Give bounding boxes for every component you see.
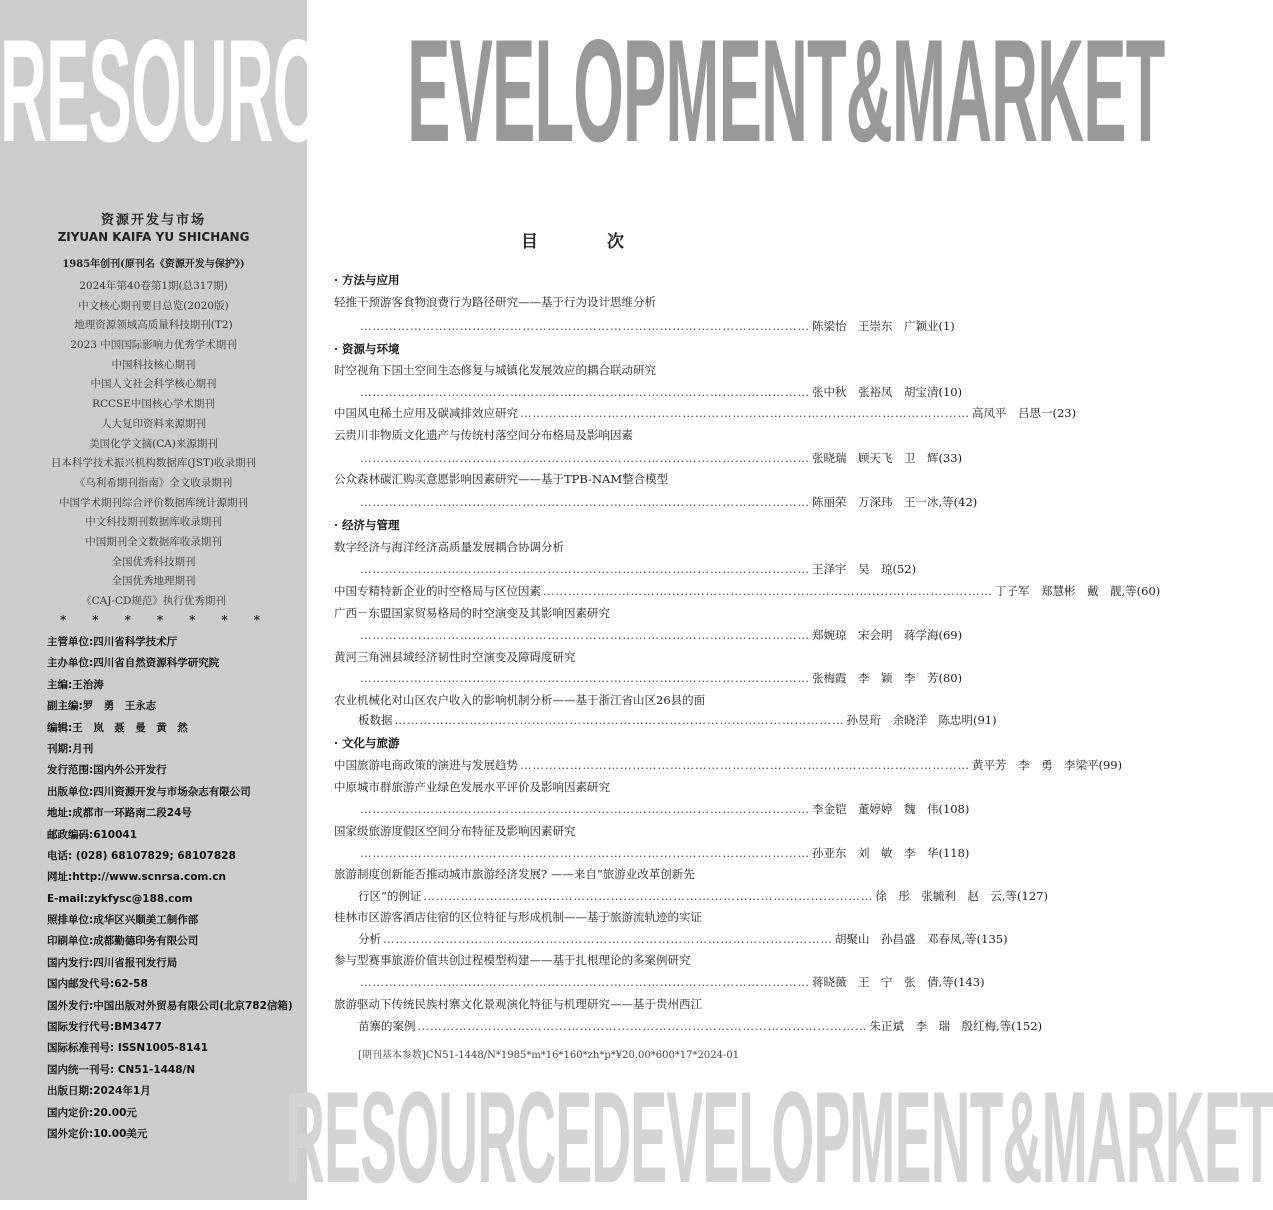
toc-entry-title: 中国专精特新企业的时空格局与区位因素 (334, 584, 541, 598)
indexing-item: 《乌利希期刊指南》全文收录期刊 (74, 476, 233, 489)
leader-dots: ……………………………………………………………………………………………… (394, 713, 845, 727)
info-line: 出版日期:2024年1月 (47, 1085, 151, 1098)
toc-entry-authors: 陈梁怡 王崇东 广颖业(1) (812, 319, 955, 333)
indexing-item: 中国科技核心期刊 (111, 358, 196, 371)
toc-entry-authors: 蒋晓薇 王 宁 张 倩,等(143) (812, 975, 985, 989)
indexing-item: 地理资源领域高质量科技期刊(T2) (74, 319, 233, 332)
indexing-item: 全国优秀科技期刊 (111, 555, 196, 568)
journal-cn-title: 资源开发与市场 (100, 213, 206, 228)
info-line: 网址:http://www.scnrsa.com.cn (47, 871, 227, 884)
toc-entry-title[interactable]: 桂林市区游客酒店住宿的区位特征与形成机制——基于旅游流轨迹的实证 (334, 910, 702, 924)
toc-entry-continuation (358, 888, 1048, 904)
info-line: 国内发行:四川省报刊发行局 (47, 956, 178, 969)
leader-dots: ……………………………………………………………………………………………… (423, 889, 874, 903)
star: * (221, 613, 228, 627)
toc-entry-title-cont: 苗寨的案例 (358, 1019, 416, 1033)
leader-dots: ……………………………………………………………………………………………… (383, 932, 833, 946)
info-line: 地址:成都市一环路南二段24号 (47, 807, 192, 820)
section-heading: · 方法与应用 (334, 273, 400, 287)
toc-entry-authors: 张中秋 张裕凤 胡宝清(10) (812, 385, 963, 399)
info-line: 副主编:罗 勇 王永志 (47, 700, 157, 713)
leader-dots: ……………………………………………………………………………………………… (520, 758, 970, 772)
leader-dots: ……………………………………………………………………………………………… (360, 319, 810, 333)
star: * (189, 613, 196, 627)
toc-entry-title[interactable]: 时空视角下国土空间生态修复与城镇化发展效应的耦合联动研究 (334, 363, 656, 377)
indexing-item: 2023 中国国际影响力优秀学术期刊 (70, 339, 237, 352)
leader-dots: ……………………………………………………………………………………………… (360, 451, 810, 465)
section-heading: · 资源与环境 (334, 342, 400, 356)
toc-entry-authors: 孙亚东 刘 敏 李 华(118) (812, 846, 970, 860)
toc-entry-authors: 丁子军 郑慧彬 戴 靓,等(60) (995, 584, 1161, 598)
toc-entry-continuation (358, 712, 997, 728)
toc-entry-authors-line (358, 450, 963, 466)
toc-entry-authors: 张晓瑞 顾天飞 卫 辉(33) (812, 451, 963, 465)
info-line: 主编:王治涛 (47, 678, 104, 691)
toc-entry-title: 中国风电稀土应用及碳减排效应研究 (334, 406, 518, 420)
star: * (60, 613, 67, 627)
info-line: 国内定价:20.00元 (47, 1106, 137, 1119)
leader-dots: ……………………………………………………………………………………………… (417, 1019, 868, 1033)
info-line: 电话: (028) 68107829; 68107828 (47, 849, 236, 862)
toc-entry-authors: 朱正斌 李 瑞 殷红梅,等(152) (869, 1019, 1043, 1033)
toc-entry-line[interactable] (334, 757, 1123, 773)
toc-entry-title[interactable]: 数字经济与海洋经济高质量发展耦合协调分析 (334, 540, 564, 554)
toc-entry-title-cont: 板数据 (358, 713, 393, 727)
info-line: 印刷单位:成都勤德印务有限公司 (47, 935, 199, 948)
toc-entry-title[interactable]: 旅游制度创新能否推动城市旅游经济发展? ——来自“旅游业改革创新先 (334, 867, 695, 881)
toc-entry-title-cont: 分析 (358, 932, 381, 946)
toc-entry-title[interactable]: 参与型赛事旅游价值共创过程模型构建——基于扎根理论的多案例研究 (334, 953, 691, 967)
toc-entry-title[interactable]: 国家级旅游度假区空间分布特征及影响因素研究 (334, 824, 576, 838)
leader-dots: ……………………………………………………………………………………………… (360, 802, 810, 816)
info-line: 主办单位:四川省自然资源科学研究院 (47, 657, 220, 670)
toc-entry-title[interactable]: 旅游驱动下传统民族村寨文化景观演化特征与机理研究——基于贵州西江 (334, 997, 702, 1011)
toc-entry-title[interactable]: 黄河三角洲县域经济韧性时空演变及障碍度研究 (334, 650, 576, 664)
star: * (124, 613, 131, 627)
toc-entry-line[interactable] (334, 583, 1161, 599)
info-line: 国际标准刊号: ISSN1005-8141 (47, 1042, 209, 1055)
toc-entry-authors-line (358, 318, 955, 334)
indexing-item: 全国优秀地理期刊 (111, 575, 196, 588)
toc-entry-title[interactable]: 轻推干预游客食物浪费行为路径研究——基于行为设计思维分析 (334, 295, 656, 309)
publication-info (47, 632, 293, 1145)
leader-dots: ……………………………………………………………………………………………… (360, 385, 810, 399)
star-divider (60, 613, 260, 627)
indexing-item: 中国期刊全文数据库收录期刊 (85, 535, 222, 548)
toc-entry-title-cont: 行区”的例证 (358, 889, 422, 903)
info-line: 国外发行:中国出版对外贸易有限公司(北京782信箱) (47, 999, 293, 1012)
indexing-item: 2024年第40卷第1期(总317期) (79, 280, 228, 292)
toc-entry-authors: 陈丽荣 万深玮 王一冰,等(42) (812, 495, 978, 509)
info-line: 国内统一刊号: CN51-1448/N (47, 1063, 196, 1076)
info-line: 邮政编码:610041 (47, 828, 138, 841)
toc-entry-authors: 胡聚山 孙昌盛 邓春凤,等(135) (835, 932, 1008, 946)
toc-entry-authors: 孙昱珩 余晓洋 陈忠明(91) (846, 713, 997, 727)
toc-entry-authors-line (358, 801, 970, 817)
toc-entry-title: 中国旅游电商政策的演进与发展趋势 (334, 758, 518, 772)
leader-dots: ……………………………………………………………………………………………… (520, 406, 970, 420)
toc-entry-authors: 张梅霞 李 颖 李 芳(80) (812, 671, 963, 685)
indexing-item: RCCSE中国核心学术期刊 (92, 398, 215, 411)
bottom-banner: RESOURCEDEVELOPMENT&MARKET (285, 1064, 1273, 1210)
indexing-item: 日本科学技术振兴机构数据库(JST)收录期刊 (50, 457, 257, 470)
toc-entry-authors-line (358, 561, 917, 577)
indexing-item: 中国学术期刊综合评价数据库统计源期刊 (59, 496, 248, 509)
leader-dots: ……………………………………………………………………………………………… (360, 495, 810, 509)
leader-dots: ……………………………………………………………………………………………… (360, 975, 810, 989)
toc-entry-authors-line (358, 384, 963, 400)
toc-entry-authors: 李金铠 董婷婷 魏 伟(108) (812, 802, 970, 816)
info-line: 刊期:月刊 (47, 742, 94, 755)
toc-entry-authors: 高凤平 吕思一(23) (972, 406, 1077, 420)
info-line: 发行范围:国内外公开发行 (47, 764, 167, 777)
indexing-item: 《CAJ-CD规范》执行优秀期刊 (81, 595, 226, 607)
toc-entry-authors-line (358, 845, 970, 861)
star: * (92, 613, 99, 627)
leader-dots: ……………………………………………………………………………………………… (360, 846, 810, 860)
toc-entry-title[interactable]: 公众森林碳汇购买意愿影响因素研究——基于TPB-NAM整合模型 (334, 472, 669, 486)
indexing-item: 中文核心期刊要目总览(2020版) (78, 299, 229, 312)
leader-dots: ……………………………………………………………………………………………… (360, 671, 810, 685)
indexing-item: 中文科技期刊数据库收录期刊 (85, 516, 222, 529)
info-line: 国际发行代号:BM3477 (47, 1021, 162, 1034)
leader-dots: ……………………………………………………………………………………………… (360, 628, 810, 642)
leader-dots: ……………………………………………………………………………………………… (360, 562, 810, 576)
star: * (156, 613, 164, 627)
info-line: 国外定价:10.00美元 (47, 1127, 148, 1140)
info-line: 编辑:王 岚 聂 曼 黄 然 (47, 721, 188, 734)
indexing-list (0, 277, 307, 612)
toc-entry-authors-line (358, 494, 978, 510)
section-heading: · 经济与管理 (334, 518, 400, 532)
toc-entry-title[interactable]: 云贵川非物质文化遗产与传统村落空间分布格局及影响因素 (334, 428, 633, 442)
top-banner-part1: RESOURCED (0, 9, 408, 172)
section-heading: · 文化与旅游 (334, 736, 400, 750)
toc-entry-line[interactable] (334, 405, 1077, 421)
toc-entry-authors: 徐 彤 张毓利 赵 云,等(127) (875, 889, 1048, 903)
journal-pinyin-title: ZIYUAN KAIFA YU SHICHANG (57, 230, 250, 244)
top-banner-part2: EVELOPMENT&MARKET (407, 9, 1165, 172)
toc-entry-authors: 郑婉琼 宋会明 蒋学海(69) (812, 628, 963, 642)
toc-entry-title[interactable]: 广西－东盟国家贸易格局的时空演变及其影响因素研究 (334, 606, 610, 620)
info-line: 国内邮发代号:62-58 (47, 978, 148, 991)
toc-entry-authors-line (358, 627, 963, 643)
toc-entry-authors: 黄平芳 李 勇 李梁平(99) (972, 758, 1123, 772)
toc-entry-authors-line (358, 974, 985, 990)
toc-entry-authors-line (358, 670, 963, 686)
star: * (253, 613, 260, 627)
toc-entry-continuation (358, 931, 1008, 947)
info-line: 主管单位:四川省科学技术厅 (47, 636, 178, 648)
info-line: 出版单位:四川资源开发与市场杂志有限公司 (47, 785, 251, 798)
info-line: E-mail:zykfysc@188.com (47, 892, 193, 905)
top-banner (0, 9, 1165, 172)
toc-title: 目 次 (521, 232, 650, 252)
indexing-item: 美国化学文摘(CA)来源期刊 (89, 437, 218, 450)
toc-entry-title[interactable]: 中原城市群旅游产业绿色发展水平评价及影响因素研究 (334, 780, 610, 794)
toc-entry-title[interactable]: 农业机械化对山区农户收入的影响机制分析——基于浙江省山区26县的面 (334, 693, 706, 707)
toc-entry-authors: 王泽宇 吴 琼(52) (812, 562, 917, 576)
founded-note: 1985年创刊(原刊名《资源开发与保护》) (62, 259, 245, 270)
journal-params: [期刊基本参数]CN51-1448/N*1985*m*16*160*zh*p*¥20.00*600*17*2024-01 (358, 1050, 740, 1061)
indexing-item: 中国人文社会科学核心期刊 (90, 378, 217, 391)
info-line: 照排单位:成华区兴顺美工制作部 (47, 914, 199, 927)
toc-entry-continuation (358, 1018, 1043, 1034)
indexing-item: 人大复印资料来源期刊 (101, 417, 206, 430)
leader-dots: ……………………………………………………………………………………………… (543, 584, 993, 598)
